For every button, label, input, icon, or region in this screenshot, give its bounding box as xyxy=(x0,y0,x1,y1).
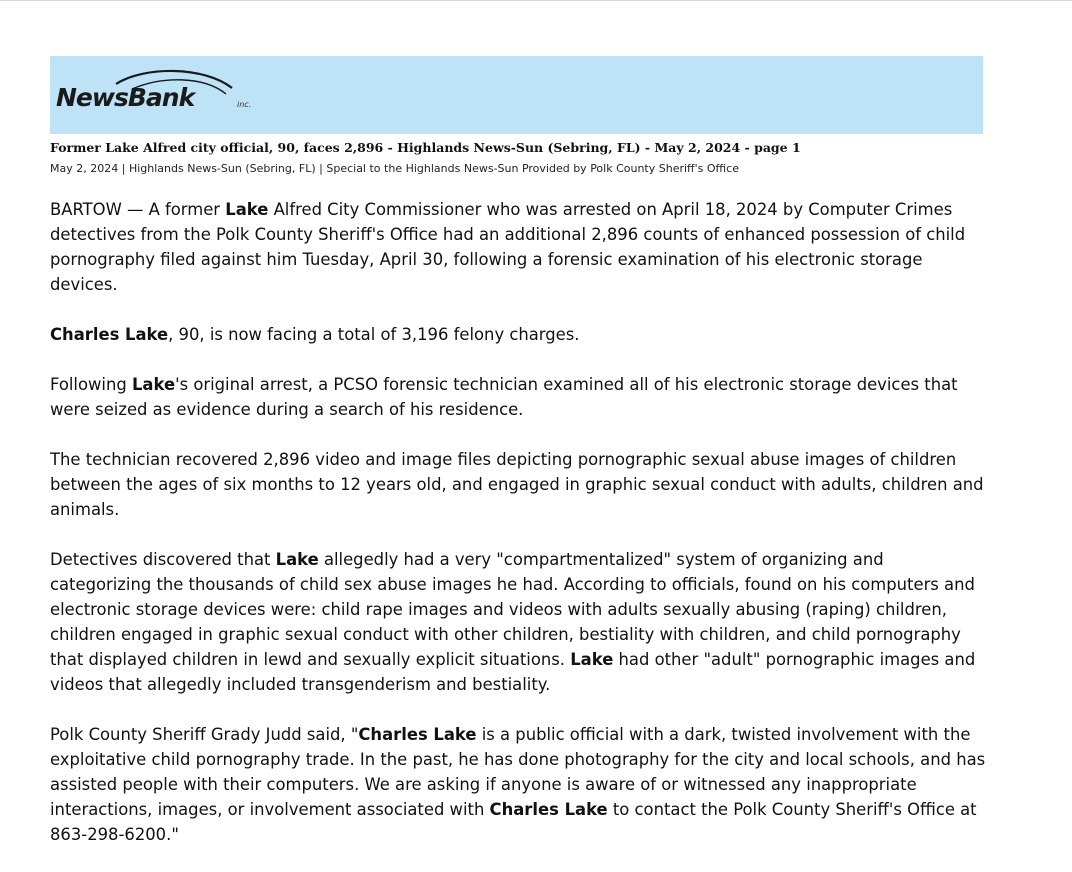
paragraph-text: 's original arrest, a PCSO forensic technician examined all of his electronic storage devices that were seized as evidence during a search of his residence. xyxy=(50,375,958,419)
logo-suffix: inc. xyxy=(237,100,252,109)
paragraph-text: to contact the Polk County Sheriff's Office at 863-298-6200." xyxy=(50,800,977,844)
highlighted-term: Lake xyxy=(275,550,319,569)
meta-credit: Special to the Highlands News-Sun Provided by Polk County Sheriff's Office xyxy=(326,162,739,175)
article-headline: Former Lake Alfred city official, 90, faces 2,896 - Highlands News-Sun (Sebring, FL) - May 2, 2024 - page 1 xyxy=(50,140,801,155)
meta-separator: | xyxy=(319,162,323,175)
article-paragraph xyxy=(50,322,990,347)
paragraph-text: The technician recovered 2,896 video and image files depicting pornographic sexual abuse images of children between the ages of six months to 12 years old, and engaged in graphic sexual conduct with adults, children and animals. xyxy=(50,450,984,519)
meta-separator: | xyxy=(121,162,126,175)
article-paragraph xyxy=(50,722,990,847)
paragraph-text: , 90, is now facing a total of 3,196 felony charges. xyxy=(168,325,580,344)
article-paragraph xyxy=(50,372,990,422)
newsbank-logo[interactable] xyxy=(54,64,274,124)
newsbank-banner xyxy=(50,56,983,134)
article-paragraph xyxy=(50,547,990,697)
paragraph-text: Detectives discovered that xyxy=(50,550,276,569)
top-divider xyxy=(0,0,1072,1)
highlighted-term: Lake xyxy=(131,375,176,394)
paragraph-text: Polk County Sheriff Grady Judd said, " xyxy=(50,725,359,744)
meta-source: Highlands News-Sun (Sebring, FL) xyxy=(128,162,316,175)
paragraph-text: BARTOW — A former xyxy=(50,200,226,219)
paragraph-text: is a public official with a dark, twisted involvement with the exploitative child pornography trade. In the past, he has done photography for the city and local schools, and has assisted people with their computers. We are asking if anyone is aware of or witnessed any inappropriate interactions, images, or involvement associated with xyxy=(50,725,986,819)
paragraph-text: allegedly had a very "compartmentalized" system of organizing and categorizing the thousands of child sex abuse images he had. According to officials, found on his computers and electronic storage devices were: child rape images and videos with adults sexually abusing (raping) children, children engaged in graphic sexual conduct with other children, bestiality with children, and child pornography that displayed children in lewd and sexually explicit situations. xyxy=(50,550,975,669)
article-meta xyxy=(50,162,1010,175)
logo-text: NewsBank xyxy=(56,83,195,112)
highlighted-term: Charles Lake xyxy=(50,325,169,344)
paragraph-text: had other "adult" pornographic images and videos that allegedly included transgenderism and bestiality. xyxy=(50,650,976,694)
paragraph-text: Following xyxy=(50,375,132,394)
article-paragraph xyxy=(50,447,990,522)
article-body xyxy=(50,197,990,872)
highlighted-term: Lake xyxy=(225,200,269,219)
meta-date: May 2, 2024 xyxy=(50,162,119,175)
article-paragraph xyxy=(50,197,990,297)
highlighted-term: Charles Lake xyxy=(358,725,477,744)
highlighted-term: Charles Lake xyxy=(489,800,608,819)
paragraph-text: Alfred City Commissioner who was arrested on April 18, 2024 by Computer Crimes detectives from the Polk County Sheriff's Office had an additional 2,896 counts of enhanced possession of child pornography filed against him Tuesday, April 30, following a forensic examination of his electronic storage devices. xyxy=(50,200,966,294)
highlighted-term: Lake xyxy=(570,650,614,669)
